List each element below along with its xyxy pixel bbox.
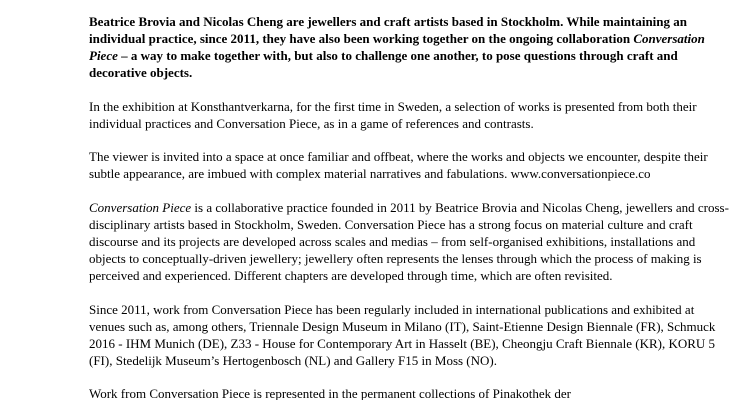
collections-paragraph: Work from Conversation Piece is represented in the permanent collections of Pinakothek der [89,386,571,401]
practice-text: is a collaborative practice founded in 2011 by Beatrice Brovia and Nicolas Cheng, jewellers and cross-disciplinary artists based in Stockholm, Sweden. Conversation Piece has a strong focus on material culture and craft discourse and its projects are developed across scales and medias – from self-organised exhibitions, installations and objects to conceptually-driven jewellery; jewellery often represents the lenses through which the process of making is perceived and experienced. Different chapters are developed through time, which are often revisited. [89,200,729,283]
intro-text-2: – a way to make together with, but also to challenge one another, to pose questions through craft and decorative objects. [89,47,678,80]
intro-italic-title: Conversation Piece [89,30,705,63]
intro-paragraph [89,14,729,82]
exhibition-paragraph: In the exhibition at Konsthantverkarna, for the first time in Sweden, a selection of works is presented from both their individual practices and Conversation Piece, as in a game of references and contrasts. [89,98,697,131]
viewer-paragraph: The viewer is invited into a space at once familiar and offbeat, where the works and objects we encounter, despite their subtle appearance, are imbued with complex material narratives and fabulations. www.conversationpiece.co [89,149,708,182]
exhibitions-paragraph: Since 2011, work from Conversation Piece has been regularly included in international publications and exhibited at venues such as, among others, Triennale Design Museum in Milano (IT), Saint-Etienne Design Biennale (FR), Schmuck 2016 - IHM Munich (DE), Z33 - House for Contemporary Art in Hasselt (BE), Cheongju Craft Biennale (KR), KORU 5 (FI), Stedelijk Museum’s Hertogenbosch (NL) and Gallery F15 in Moss (NO). [89,301,716,368]
practice-italic-title: Conversation Piece [89,200,192,216]
practice-paragraph [89,200,729,285]
intro-text-1: Beatrice Brovia and Nicolas Cheng are jewellers and craft artists based in Stockholm. While maintaining an individual practice, since 2011, they have also been working together on the ongoing collaboration [89,14,687,46]
document-body [89,14,729,400]
